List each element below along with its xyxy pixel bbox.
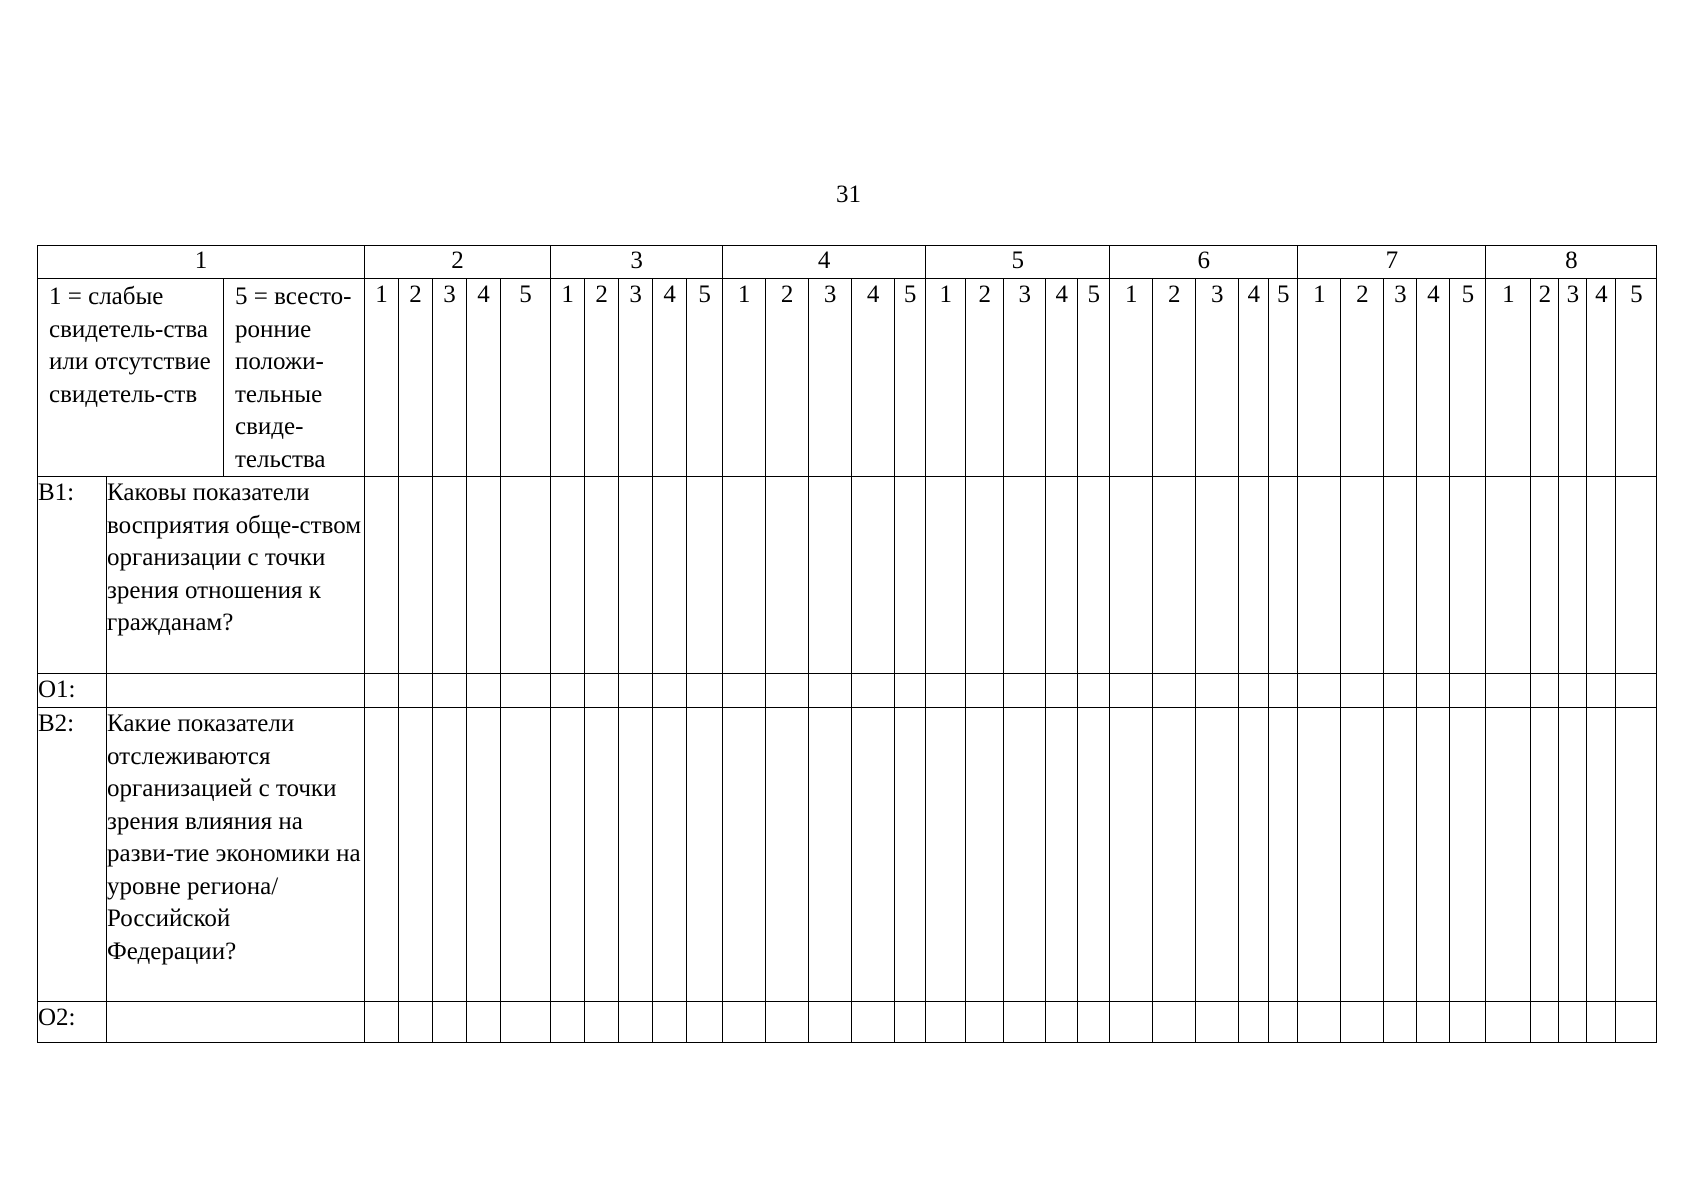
score-cell[interactable] <box>1269 674 1298 708</box>
score-cell[interactable] <box>1341 708 1384 1002</box>
score-cell[interactable] <box>653 674 687 708</box>
score-cell[interactable] <box>619 1002 653 1043</box>
score-cell[interactable] <box>895 674 926 708</box>
group-header-8: 8 <box>1486 246 1657 279</box>
score-label: 5 <box>1616 279 1657 477</box>
score-label: 1 <box>365 279 399 477</box>
score-cell[interactable] <box>1196 477 1239 674</box>
score-cell[interactable] <box>1110 1002 1153 1043</box>
score-cell[interactable] <box>1531 477 1559 674</box>
scale-high-description: 5 = всесто-ронние положи-тельные свиде-тельства <box>224 279 365 477</box>
group-header-6: 6 <box>1110 246 1298 279</box>
score-cell[interactable] <box>365 477 399 674</box>
score-label: 5 <box>687 279 723 477</box>
score-label: 3 <box>1004 279 1046 477</box>
score-cell[interactable] <box>585 708 619 1002</box>
score-cell[interactable] <box>687 708 723 1002</box>
score-cell[interactable] <box>1486 477 1531 674</box>
score-cell[interactable] <box>585 477 619 674</box>
score-cell[interactable] <box>1616 708 1657 1002</box>
score-cell[interactable] <box>1239 674 1269 708</box>
score-label: 3 <box>809 279 852 477</box>
question-text: Каковы показатели восприятия обще-ством организации с точки зрения отношения к гражданам? <box>107 477 365 674</box>
score-cell[interactable] <box>1046 1002 1078 1043</box>
score-cell[interactable] <box>1616 477 1657 674</box>
score-cell[interactable] <box>365 708 399 1002</box>
score-label: 4 <box>1239 279 1269 477</box>
score-cell[interactable] <box>619 477 653 674</box>
score-cell[interactable] <box>1046 674 1078 708</box>
score-cell[interactable] <box>1004 674 1046 708</box>
score-cell[interactable] <box>926 1002 966 1043</box>
score-cell[interactable] <box>365 674 399 708</box>
score-label: 1 <box>1110 279 1153 477</box>
question-text: Какие показатели отслеживаются организацией с точки зрения влияния на разви-тие экономики на уровне региона/ Российской Федерации? <box>107 708 365 1002</box>
score-label: 3 <box>433 279 467 477</box>
score-cell[interactable] <box>1046 708 1078 1002</box>
score-cell[interactable] <box>852 477 895 674</box>
score-cell[interactable] <box>1153 674 1196 708</box>
score-cell[interactable] <box>551 1002 585 1043</box>
score-cell[interactable] <box>433 674 467 708</box>
score-cell[interactable] <box>1196 708 1239 1002</box>
score-label: 3 <box>1196 279 1239 477</box>
score-cell[interactable] <box>766 708 809 1002</box>
score-cell[interactable] <box>766 674 809 708</box>
score-cell[interactable] <box>433 477 467 674</box>
score-cell[interactable] <box>1384 708 1417 1002</box>
score-cell[interactable] <box>895 1002 926 1043</box>
score-cell[interactable] <box>966 1002 1004 1043</box>
score-cell[interactable] <box>1046 477 1078 674</box>
score-label: 5 <box>1269 279 1298 477</box>
group-header-4: 4 <box>723 246 926 279</box>
score-cell[interactable] <box>1078 1002 1110 1043</box>
score-cell[interactable] <box>1078 674 1110 708</box>
score-label: 1 <box>551 279 585 477</box>
score-label: 2 <box>1341 279 1384 477</box>
score-label: 5 <box>501 279 551 477</box>
score-cell[interactable] <box>1298 1002 1341 1043</box>
score-cell[interactable] <box>501 477 551 674</box>
score-cell[interactable] <box>1269 1002 1298 1043</box>
score-label: 1 <box>1298 279 1341 477</box>
score-label: 4 <box>467 279 501 477</box>
score-label: 1 <box>926 279 966 477</box>
score-cell[interactable] <box>1559 674 1587 708</box>
table-row <box>38 674 1657 708</box>
score-cell[interactable] <box>926 708 966 1002</box>
score-cell[interactable] <box>399 1002 433 1043</box>
score-cell[interactable] <box>1559 708 1587 1002</box>
score-cell[interactable] <box>551 674 585 708</box>
score-cell[interactable] <box>467 674 501 708</box>
score-cell[interactable] <box>1341 1002 1384 1043</box>
group-header-2: 2 <box>365 246 551 279</box>
group-header-7: 7 <box>1298 246 1486 279</box>
score-cell[interactable] <box>809 708 852 1002</box>
group-header-3: 3 <box>551 246 723 279</box>
score-cell[interactable] <box>467 1002 501 1043</box>
score-cell[interactable] <box>1341 674 1384 708</box>
score-cell[interactable] <box>1417 477 1450 674</box>
score-cell[interactable] <box>766 477 809 674</box>
group-header-row <box>38 246 1657 279</box>
answer-cell[interactable] <box>107 1002 365 1043</box>
score-cell[interactable] <box>1110 477 1153 674</box>
score-cell[interactable] <box>1239 477 1269 674</box>
score-cell[interactable] <box>619 708 653 1002</box>
score-cell[interactable] <box>1587 708 1616 1002</box>
group-header-5: 5 <box>926 246 1110 279</box>
row-code: В2: <box>38 708 107 1002</box>
score-cell[interactable] <box>1078 477 1110 674</box>
score-cell[interactable] <box>1486 1002 1531 1043</box>
scale-low-description: 1 = слабые свидетель-ства или отсутствие свидетель-ств <box>38 279 224 477</box>
score-cell[interactable] <box>501 674 551 708</box>
score-cell[interactable] <box>852 674 895 708</box>
row-code: О1: <box>38 674 107 708</box>
score-cell[interactable] <box>653 477 687 674</box>
score-cell[interactable] <box>966 674 1004 708</box>
score-cell[interactable] <box>852 1002 895 1043</box>
score-cell[interactable] <box>1450 708 1486 1002</box>
score-cell[interactable] <box>1004 477 1046 674</box>
score-cell[interactable] <box>1486 708 1531 1002</box>
row-code: В1: <box>38 477 107 674</box>
score-label: 3 <box>619 279 653 477</box>
score-cell[interactable] <box>1450 477 1486 674</box>
score-cell[interactable] <box>1417 1002 1450 1043</box>
score-cell[interactable] <box>809 1002 852 1043</box>
score-label: 2 <box>399 279 433 477</box>
score-cell[interactable] <box>1004 1002 1046 1043</box>
score-cell[interactable] <box>1531 674 1559 708</box>
score-cell[interactable] <box>1298 708 1341 1002</box>
score-cell[interactable] <box>926 477 966 674</box>
score-cell[interactable] <box>1559 477 1587 674</box>
score-cell[interactable] <box>551 708 585 1002</box>
score-label: 4 <box>1417 279 1450 477</box>
score-cell[interactable] <box>1341 477 1384 674</box>
score-cell[interactable] <box>433 708 467 1002</box>
score-cell[interactable] <box>501 1002 551 1043</box>
table-row <box>38 708 1657 1002</box>
score-cell[interactable] <box>1531 1002 1559 1043</box>
score-label: 4 <box>852 279 895 477</box>
score-cell[interactable] <box>1587 477 1616 674</box>
score-cell[interactable] <box>653 708 687 1002</box>
score-cell[interactable] <box>723 477 766 674</box>
score-cell[interactable] <box>1298 674 1341 708</box>
score-label: 3 <box>1384 279 1417 477</box>
score-cell[interactable] <box>1616 674 1657 708</box>
score-cell[interactable] <box>1384 1002 1417 1043</box>
score-cell[interactable] <box>809 477 852 674</box>
score-cell[interactable] <box>619 674 653 708</box>
score-cell[interactable] <box>966 477 1004 674</box>
score-cell[interactable] <box>1616 1002 1657 1043</box>
answer-cell[interactable] <box>107 674 365 708</box>
evaluation-table <box>37 245 1657 1043</box>
score-cell[interactable] <box>687 674 723 708</box>
score-label: 5 <box>895 279 926 477</box>
score-cell[interactable] <box>1110 674 1153 708</box>
score-cell[interactable] <box>551 477 585 674</box>
score-cell[interactable] <box>1269 477 1298 674</box>
score-cell[interactable] <box>467 708 501 1002</box>
score-cell[interactable] <box>1239 1002 1269 1043</box>
score-cell[interactable] <box>1486 674 1531 708</box>
score-cell[interactable] <box>723 674 766 708</box>
table-row <box>38 477 1657 674</box>
score-cell[interactable] <box>399 477 433 674</box>
score-cell[interactable] <box>585 1002 619 1043</box>
score-label: 2 <box>585 279 619 477</box>
score-cell[interactable] <box>1450 1002 1486 1043</box>
score-cell[interactable] <box>1298 477 1341 674</box>
score-cell[interactable] <box>852 708 895 1002</box>
row-code: О2: <box>38 1002 107 1043</box>
score-cell[interactable] <box>433 1002 467 1043</box>
score-label: 2 <box>1153 279 1196 477</box>
score-cell[interactable] <box>1587 1002 1616 1043</box>
score-cell[interactable] <box>1078 708 1110 1002</box>
score-cell[interactable] <box>1239 708 1269 1002</box>
score-cell[interactable] <box>1531 708 1559 1002</box>
score-cell[interactable] <box>1384 477 1417 674</box>
score-label: 2 <box>966 279 1004 477</box>
score-cell[interactable] <box>926 674 966 708</box>
score-cell[interactable] <box>1417 708 1450 1002</box>
score-cell[interactable] <box>1196 674 1239 708</box>
score-cell[interactable] <box>1004 708 1046 1002</box>
score-cell[interactable] <box>766 1002 809 1043</box>
score-cell[interactable] <box>895 477 926 674</box>
score-label: 4 <box>1587 279 1616 477</box>
score-label: 5 <box>1450 279 1486 477</box>
score-cell[interactable] <box>1559 1002 1587 1043</box>
score-cell[interactable] <box>687 477 723 674</box>
score-cell[interactable] <box>723 1002 766 1043</box>
score-cell[interactable] <box>467 477 501 674</box>
score-cell[interactable] <box>653 1002 687 1043</box>
score-label: 1 <box>1486 279 1531 477</box>
score-cell[interactable] <box>399 708 433 1002</box>
score-cell[interactable] <box>1450 674 1486 708</box>
score-cell[interactable] <box>895 708 926 1002</box>
page-number: 31 <box>836 181 861 208</box>
score-label: 3 <box>1559 279 1587 477</box>
score-cell[interactable] <box>399 674 433 708</box>
score-label: 5 <box>1078 279 1110 477</box>
score-cell[interactable] <box>1417 674 1450 708</box>
score-cell[interactable] <box>585 674 619 708</box>
group-header-1: 1 <box>38 246 365 279</box>
score-cell[interactable] <box>1384 674 1417 708</box>
score-cell[interactable] <box>809 674 852 708</box>
score-cell[interactable] <box>687 1002 723 1043</box>
score-label: 4 <box>1046 279 1078 477</box>
score-cell[interactable] <box>1110 708 1153 1002</box>
score-label: 2 <box>1531 279 1559 477</box>
score-cell[interactable] <box>1269 708 1298 1002</box>
score-cell[interactable] <box>501 708 551 1002</box>
score-label: 4 <box>653 279 687 477</box>
score-cell[interactable] <box>966 708 1004 1002</box>
table-row <box>38 1002 1657 1043</box>
score-cell[interactable] <box>1196 1002 1239 1043</box>
score-cell[interactable] <box>723 708 766 1002</box>
score-cell[interactable] <box>1153 708 1196 1002</box>
score-cell[interactable] <box>1153 477 1196 674</box>
scale-header-row <box>38 279 1657 477</box>
score-cell[interactable] <box>1587 674 1616 708</box>
score-label: 1 <box>723 279 766 477</box>
score-cell[interactable] <box>1153 1002 1196 1043</box>
score-cell[interactable] <box>365 1002 399 1043</box>
score-label: 2 <box>766 279 809 477</box>
